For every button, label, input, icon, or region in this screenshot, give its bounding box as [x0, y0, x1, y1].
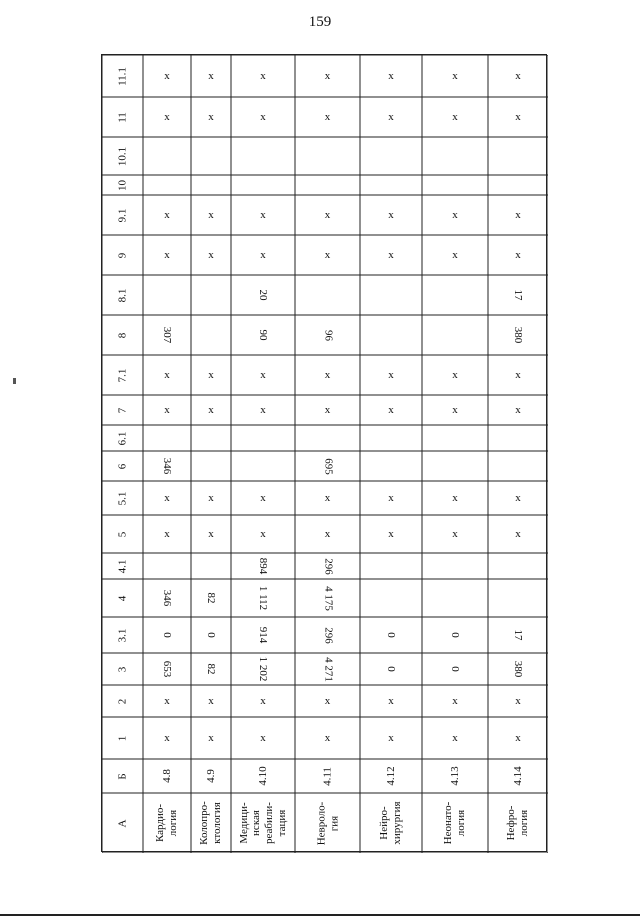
cell-x-mark: x: [260, 403, 266, 416]
cell-value: 96: [321, 329, 334, 341]
cell-value: 82: [205, 663, 218, 675]
cell-x-mark: x: [515, 527, 521, 540]
cell-value: 17: [512, 289, 525, 301]
cell-x-mark: x: [324, 403, 331, 416]
cell-x-mark: x: [452, 491, 458, 504]
cell-x-mark: x: [388, 491, 394, 504]
scan-artifact: [13, 378, 16, 384]
cell-x-mark: x: [324, 208, 331, 221]
cell-x-mark: x: [324, 110, 331, 123]
column-header: 2: [116, 698, 129, 704]
cell-x-mark: x: [164, 69, 170, 82]
cell-value: 0: [385, 632, 398, 638]
cell-x-mark: x: [452, 208, 458, 221]
row-code: 4.10: [256, 766, 269, 786]
column-header: 7.1: [116, 368, 129, 382]
cell-value: 0: [385, 666, 398, 672]
cell-x-mark: x: [452, 69, 458, 82]
cell-x-mark: x: [515, 694, 521, 707]
column-header: 4: [116, 595, 129, 601]
column-header: 5.1: [116, 491, 129, 505]
cell-x-mark: x: [515, 248, 521, 261]
cell-x-mark: x: [208, 368, 214, 381]
cell-x-mark: x: [388, 403, 394, 416]
cell-x-mark: x: [388, 527, 394, 540]
row-code: 4.11: [321, 766, 334, 786]
row-name: Медици- нская реабили- тация: [237, 802, 288, 844]
cell-x-mark: x: [260, 731, 266, 744]
cell-x-mark: x: [164, 694, 170, 707]
data-table: [101, 54, 547, 852]
cell-x-mark: x: [164, 491, 170, 504]
cell-value: 914: [257, 626, 270, 644]
cell-x-mark: x: [164, 248, 170, 261]
cell-x-mark: x: [260, 208, 266, 221]
cell-x-mark: x: [388, 69, 394, 82]
cell-x-mark: x: [324, 368, 331, 381]
cell-x-mark: x: [324, 731, 331, 744]
column-header: 6: [116, 463, 129, 469]
row-code: 4.12: [384, 766, 397, 786]
row-code: 4.14: [511, 766, 524, 786]
cell-x-mark: x: [164, 208, 170, 221]
cell-x-mark: x: [515, 403, 521, 416]
cell-x-mark: x: [208, 110, 214, 123]
cell-value: 296: [321, 626, 334, 644]
row-name: Невроло- гия: [314, 801, 340, 845]
cell-x-mark: x: [452, 368, 458, 381]
cell-x-mark: x: [208, 694, 214, 707]
cell-value: 0: [449, 666, 462, 672]
column-header: 9.1: [116, 208, 129, 222]
column-header: А: [116, 819, 129, 827]
column-header: 8.1: [116, 288, 129, 302]
cell-x-mark: x: [164, 110, 170, 123]
cell-x-mark: x: [452, 248, 458, 261]
cell-value: 380: [512, 660, 525, 678]
cell-x-mark: x: [324, 248, 331, 261]
page-bottom-edge: [0, 914, 640, 916]
column-header: Б: [116, 772, 129, 780]
cell-x-mark: x: [452, 110, 458, 123]
column-header: 8: [116, 332, 129, 338]
column-header: 11: [116, 111, 129, 123]
cell-x-mark: x: [208, 491, 214, 504]
cell-x-mark: x: [208, 403, 214, 416]
row-name: Неонато- логия: [442, 801, 467, 845]
row-code: 4.9: [204, 769, 217, 783]
cell-x-mark: x: [515, 208, 521, 221]
cell-value: 4 271: [321, 656, 334, 682]
column-header: 10.1: [116, 146, 129, 166]
row-code: 4.13: [448, 766, 461, 786]
cell-x-mark: x: [452, 694, 458, 707]
cell-value: 1 202: [257, 656, 270, 682]
cell-value: 380: [512, 326, 525, 344]
cell-x-mark: x: [388, 368, 394, 381]
cell-value: 346: [161, 589, 174, 607]
cell-x-mark: x: [324, 491, 331, 504]
column-header: 3: [116, 666, 129, 672]
cell-value: 307: [161, 326, 174, 344]
column-header: 1: [116, 735, 129, 741]
row-code: 4.8: [160, 769, 173, 783]
cell-value: 82: [205, 592, 218, 604]
row-name: Кардио- логия: [154, 803, 179, 843]
column-header: 11.1: [116, 66, 129, 86]
cell-x-mark: x: [452, 527, 458, 540]
cell-x-mark: x: [515, 110, 521, 123]
cell-x-mark: x: [515, 731, 521, 744]
cell-x-mark: x: [324, 527, 331, 540]
cell-x-mark: x: [164, 731, 170, 744]
cell-value: 296: [321, 557, 334, 575]
cell-x-mark: x: [260, 694, 266, 707]
cell-x-mark: x: [260, 491, 266, 504]
cell-x-mark: x: [388, 731, 394, 744]
cell-value: 0: [449, 632, 462, 638]
cell-x-mark: x: [260, 368, 266, 381]
cell-x-mark: x: [324, 694, 331, 707]
column-header: 3.1: [116, 628, 129, 642]
cell-value: 653: [161, 660, 174, 678]
row-name: Нейро- хирургия: [378, 801, 403, 845]
cell-x-mark: x: [260, 69, 266, 82]
cell-x-mark: x: [388, 208, 394, 221]
cell-x-mark: x: [164, 403, 170, 416]
cell-x-mark: x: [208, 69, 214, 82]
cell-value: 346: [161, 457, 174, 475]
column-header: 9: [116, 252, 129, 258]
column-header: 6.1: [116, 431, 129, 445]
cell-value: 1 112: [257, 585, 270, 611]
cell-x-mark: x: [388, 110, 394, 123]
page-number: 159: [308, 14, 332, 30]
cell-x-mark: x: [324, 69, 331, 82]
cell-x-mark: x: [208, 248, 214, 261]
cell-x-mark: x: [515, 491, 521, 504]
cell-value: 0: [205, 632, 218, 638]
row-name: Нефро- логия: [505, 805, 530, 841]
cell-x-mark: x: [515, 69, 521, 82]
cell-value: 20: [257, 289, 270, 301]
cell-value: 17: [512, 629, 525, 641]
cell-x-mark: x: [452, 403, 458, 416]
cell-value: 4 175: [321, 585, 334, 611]
cell-x-mark: x: [388, 694, 394, 707]
cell-x-mark: x: [388, 248, 394, 261]
cell-x-mark: x: [452, 731, 458, 744]
cell-value: 90: [257, 329, 270, 341]
cell-x-mark: x: [208, 731, 214, 744]
cell-x-mark: x: [164, 368, 170, 381]
cell-x-mark: x: [515, 368, 521, 381]
column-header: 7: [116, 407, 129, 413]
cell-x-mark: x: [260, 110, 266, 123]
cell-value: 894: [257, 557, 270, 575]
column-header: 4.1: [116, 559, 129, 573]
column-header: 5: [116, 531, 129, 537]
cell-x-mark: x: [208, 208, 214, 221]
cell-x-mark: x: [164, 527, 170, 540]
cell-value: 0: [161, 632, 174, 638]
cell-value: 695: [321, 457, 334, 475]
row-name: Колопро- ктология: [198, 801, 223, 845]
cell-x-mark: x: [208, 527, 214, 540]
cell-x-mark: x: [260, 527, 266, 540]
cell-x-mark: x: [260, 248, 266, 261]
column-header: 10: [116, 179, 129, 191]
